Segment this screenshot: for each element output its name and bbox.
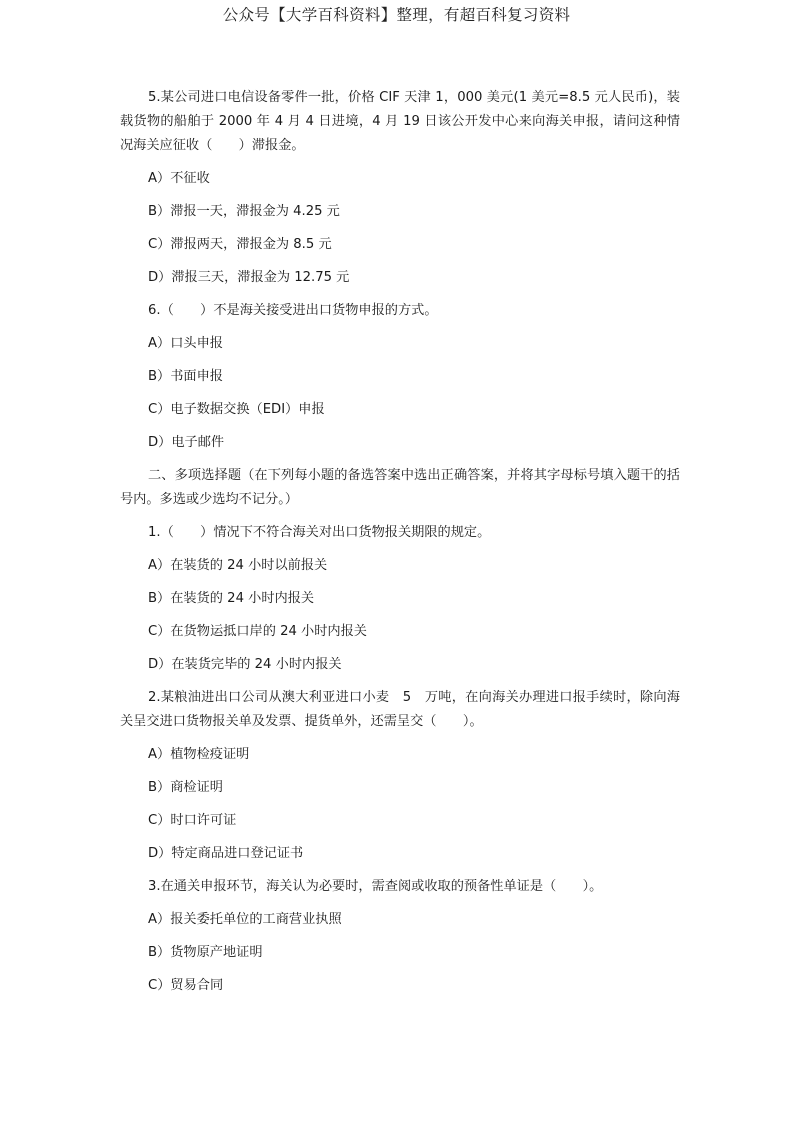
q6-option-a: A）口头申报 — [148, 336, 223, 351]
page-header: 公众号【大学百科资料】整理，有超百科复习资料 — [222, 6, 571, 24]
question-6: 6.（ ）不是海关接受进出口货物申报的方式。 — [148, 303, 438, 318]
mc1-option-d: D）在装货完毕的 24 小时内报关 — [148, 657, 342, 672]
question-5: 5.某公司进口电信设备零件一批，价格 CIF 天津 1，000 美元(1 美元=8.5 元人民币)，装载货物的船舶于 2000 年 4 月 4 日进境，4 月 19 日该公开发中心来向海关申报，请问这种情况海关应征收（ ）滞报金。 — [120, 90, 680, 153]
q5-option-d: D）滞报三天，滞报金为 12.75 元 — [148, 270, 350, 285]
mc3-option-a: A）报关委托单位的工商营业执照 — [148, 912, 342, 927]
mc3-option-c: C）贸易合同 — [148, 978, 224, 993]
q6-option-c: C）电子数据交换（EDI）申报 — [148, 402, 325, 417]
q5-option-b: B）滞报一天，滞报金为 4.25 元 — [148, 204, 340, 219]
mc1-option-c: C）在货物运抵口岸的 24 小时内报关 — [148, 624, 367, 639]
section-heading-multiple-choice: 二、多项选择题（在下列每小题的备选答案中选出正确答案，并将其字母标号填入题干的括号内。多选或少选均不记分。） — [120, 468, 680, 507]
mc1-option-b: B）在装货的 24 小时内报关 — [148, 591, 315, 606]
mc2-option-b: B）商检证明 — [148, 780, 223, 795]
mc2-option-d: D）特定商品进口登记证书 — [148, 846, 304, 861]
mc1-option-a: A）在装货的 24 小时以前报关 — [148, 558, 328, 573]
q6-option-b: B）书面申报 — [148, 369, 223, 384]
q5-option-a: A）不征收 — [148, 171, 210, 186]
document-body — [120, 86, 680, 998]
mc2-option-a: A）植物检疫证明 — [148, 747, 250, 762]
mc-question-3: 3.在通关申报环节，海关认为必要时，需查阅或收取的预备性单证是（ ）。 — [148, 879, 603, 894]
mc-question-2: 2.某粮油进出口公司从澳大利亚进口小麦 5 万吨，在向海关办理进口报手续时，除向海关呈交进口货物报关单及发票、提货单外，还需呈交（ ）。 — [120, 690, 680, 729]
mc2-option-c: C）时口许可证 — [148, 813, 237, 828]
mc3-option-b: B）货物原产地证明 — [148, 945, 263, 960]
q6-option-d: D）电子邮件 — [148, 435, 225, 450]
q5-option-c: C）滞报两天，滞报金为 8.5 元 — [148, 237, 332, 252]
mc-question-1: 1.（ ）情况下不符合海关对出口货物报关期限的规定。 — [148, 525, 491, 540]
